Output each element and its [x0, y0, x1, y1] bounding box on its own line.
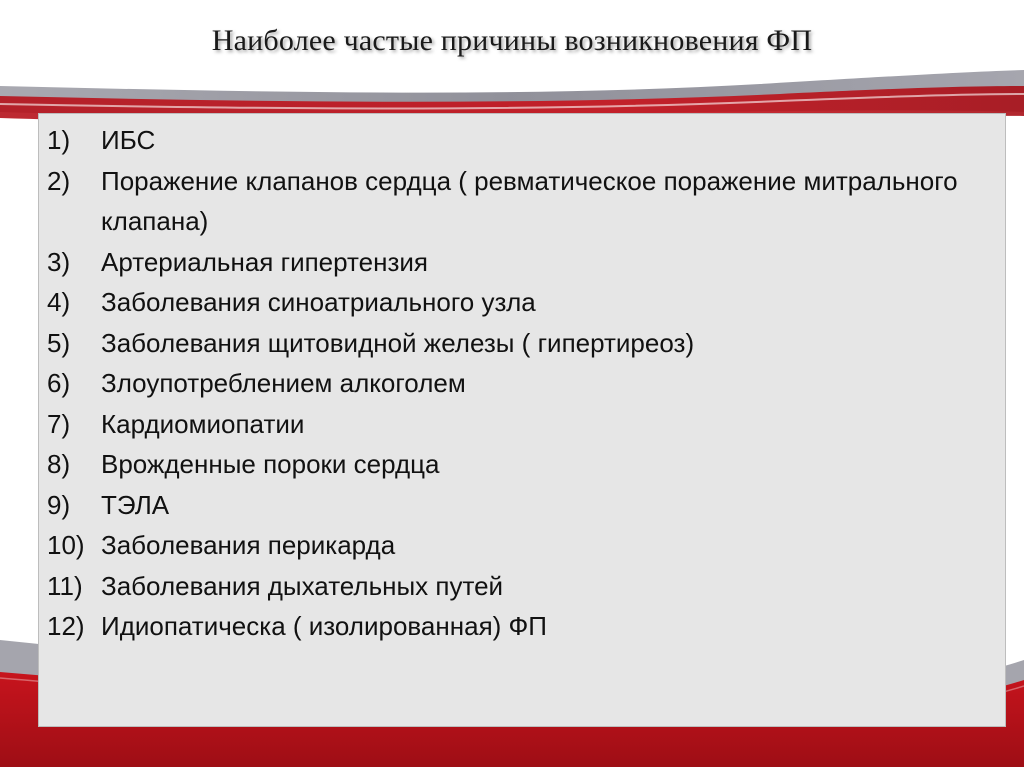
list-item-number: 12) [47, 611, 85, 641]
list-item-text: Врожденные пороки сердца [101, 449, 440, 479]
list-item-text: Злоупотреблением алкоголем [101, 368, 466, 398]
list-item [47, 485, 961, 526]
list-item-text: Заболевания перикарда [101, 530, 396, 560]
list-item [47, 363, 961, 404]
causes-list [47, 120, 961, 647]
list-item-text: ТЭЛА [101, 489, 170, 520]
list-item-number: 4) [47, 287, 71, 317]
list-item [47, 161, 961, 242]
list-item-number: 11) [47, 570, 83, 601]
list-item [47, 566, 961, 607]
list-item-text: Поражение клапанов сердца ( ревматическое поражение митрального клапана) [101, 165, 958, 236]
list-item-number: 3) [47, 246, 71, 277]
list-item [47, 404, 961, 445]
list-item [47, 525, 961, 566]
list-item-number: 2) [47, 165, 71, 196]
list-item [47, 323, 961, 364]
content-panel [38, 113, 1006, 727]
list-item-number: 8) [47, 449, 71, 479]
page-title: Наиболее частые причины возникновения ФП [211, 24, 813, 57]
list-item [47, 606, 961, 647]
list-item-text: Артериальная гипертензия [101, 246, 428, 277]
list-item-text: Кардиомиопатии [101, 408, 305, 439]
list-item-number: 1) [47, 125, 71, 155]
list-item-number: 9) [47, 489, 71, 520]
list-item-text: Заболевания дыхательных путей [101, 570, 504, 601]
list-item [47, 242, 961, 283]
list-item-number: 6) [47, 368, 71, 398]
list-item [47, 444, 961, 485]
list-item-text: Идиопатическа ( изолированная) ФП [101, 611, 547, 641]
list-item-number: 10) [47, 530, 85, 560]
list-item-text: ИБС [101, 125, 156, 155]
list-item [47, 282, 961, 323]
list-item-text: Заболевания синоатриального узла [101, 287, 536, 317]
list-item-text: Заболевания щитовидной железы ( гипертиреоз) [101, 327, 695, 358]
list-item-number: 5) [47, 327, 71, 358]
list-item [47, 120, 961, 161]
list-item-number: 7) [47, 408, 71, 439]
